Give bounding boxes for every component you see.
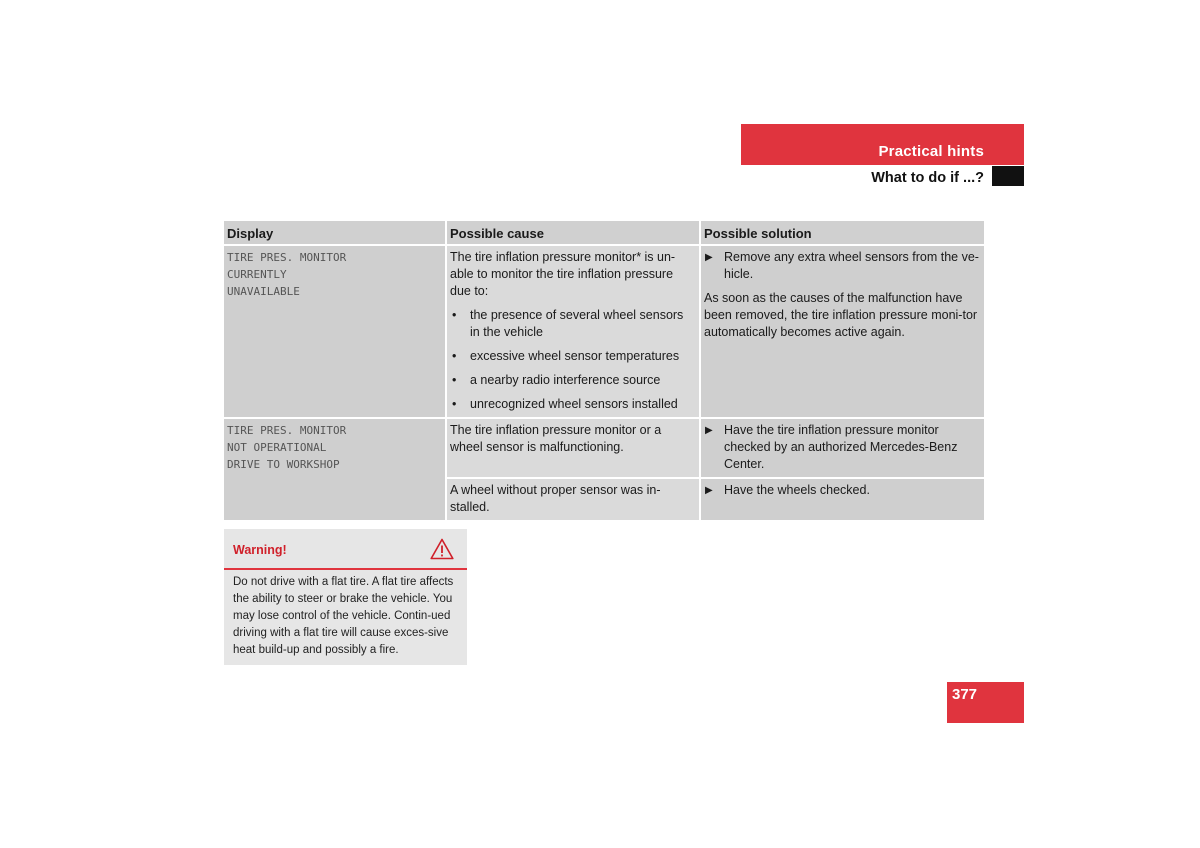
cause-list [450,307,696,413]
bullet-icon: • [452,397,457,411]
action-arrow-icon: ▶ [705,425,713,436]
cause-cell [446,418,700,478]
section-title: Practical hints [878,143,984,160]
subsection-marker [992,166,1024,186]
display-line: UNAVAILABLE [227,285,300,299]
list-item-text: unrecognized wheel sensors installed [470,397,678,411]
bullet-icon: • [452,308,457,322]
bullet-icon: • [452,373,457,387]
list-item-text: excessive wheel sensor temperatures [470,349,680,363]
action-text: Remove any extra wheel sensors from the ve-hicle. [724,250,979,281]
troubleshooting-table [224,221,984,522]
list-item [450,348,696,365]
list-item [450,396,696,413]
cause-text: A wheel without proper sensor was in-stalled. [450,483,661,514]
action-text: Have the wheels checked. [724,483,870,497]
action-step [704,482,981,499]
table-row [224,245,984,418]
list-item [450,307,696,341]
warning-box [224,529,467,665]
warning-header [224,529,467,570]
table-row [224,418,984,478]
list-item-text: the presence of several wheel sensors in the vehicle [470,308,684,339]
subsection-title: What to do if ...? [871,170,984,186]
cause-cell [446,478,700,521]
display-line: DRIVE TO WORKSHOP [227,458,340,472]
bullet-icon: • [452,349,457,363]
action-step [704,422,981,473]
page-number: 377 [952,686,978,703]
action-step [704,249,981,283]
display-message-cell [224,418,446,521]
cause-text: The tire inflation pressure monitor or a wheel sensor is malfunctioning. [450,423,662,454]
display-line: NOT OPERATIONAL [227,441,327,455]
action-arrow-icon: ▶ [705,252,713,263]
display-line: TIRE PRES. MONITOR [227,424,347,437]
column-header-solution: Possible solution [700,221,984,245]
warning-text: Do not drive with a flat tire. A flat tire affects the ability to steer or brake the vehicle. You may lose control of the vehicle. Contin-ued driving with a flat tire will cause exces-sive heat build-up and possibly a fire. [233,576,454,656]
solution-cell [700,478,984,521]
warning-triangle-icon [430,538,454,565]
solution-note: As soon as the causes of the malfunction have been removed, the tire inflation pressure moni-tor automatically becomes active again. [704,291,978,339]
column-header-cause: Possible cause [446,221,700,245]
warning-title: Warning! [233,543,287,557]
section-header-bar [741,124,1024,165]
display-line: TIRE PRES. MONITOR [227,251,347,264]
list-item [450,372,696,389]
action-arrow-icon: ▶ [705,485,713,496]
cause-text: The tire inflation pressure monitor* is un-able to monitor the tire inflation pressure due to: [450,250,676,298]
display-message-cell [224,245,446,418]
page-number-box [947,682,1024,723]
display-line: CURRENTLY [227,268,287,282]
table-header-row [224,221,984,245]
list-item-text: a nearby radio interference source [470,373,661,387]
solution-cell [700,245,984,418]
column-header-display: Display [224,221,446,245]
action-text: Have the tire inflation pressure monitor checked by an authorized Mercedes-Benz Center. [724,423,958,471]
cause-cell [446,245,700,418]
subsection-header [741,166,1024,186]
solution-cell [700,418,984,478]
